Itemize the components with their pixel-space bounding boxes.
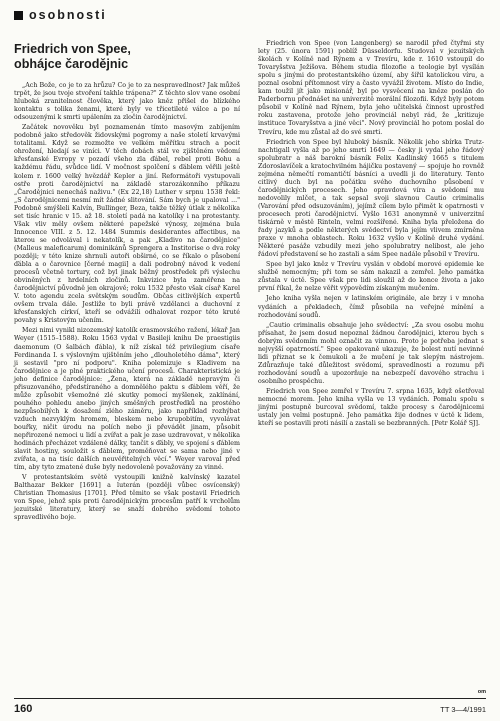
paragraph: „Ach Bože, co je to za hrůzu? Co je to za nespravedlnost? Jak můžeš trpět, že jsou tvoje stvoření takhle trápena?" Z těchto slov vane osobní hluboká zranitelnost člověka, který jako kněz přišel do blízkého kontaktu s tolika ženami, které byly ve třicetileté válce a po ní odsouzenými k smrti upálením za zločin čarodějnictví. bbox=[14, 82, 240, 122]
section-marker bbox=[14, 11, 23, 20]
paragraph: Spee byl jako kněz v Trevíru vyslán v období morové epidemie ke službě nemocným; při tom se sám nakazil a zemřel. Jeho památka zůstala v úctě. Spee však pro lidi sloužil až do konce života a jako první říkal, že nelze věřit výpovědím získaným mučením. bbox=[258, 261, 484, 293]
paragraph: V protestantském světě vystoupili knižně kalvínský kazatel Balthazar Bekker [1691] a luterán (později vůbec osvícenský) Christian Thomasius [1701]. Před těmito se však postavil Friedrich von Spee, jehož spis proti čarodějnickým procesům patří k vrcholům jezuitské literatury, který se snaží dobrého svědomí tohoto spravedlivého boje. bbox=[14, 474, 240, 522]
paragraph: Jeho kniha vyšla nejen v latinském originále, ale brzy i v mnoha vydáních a překladech, čímž působila na veřejné mínění a rozhodování soudů. bbox=[258, 295, 484, 319]
paragraph: Friedrich von Spee (von Langenberg) se narodil před čtyřmi sty lety (25. února 1591) poblíž Düsseldorfu. Studoval v jezuitských školách v Kolíně nad Rýnem a v Trevíru, kde r. 1610 vstoupil do Tovaryšstva Ježíšova. Během studia filozofie a teologie byl vysílán spolu s jinými do protestantského území, aby šířil katolickou víru, a poznal osobní přítomnost víry a často vyvážil životem. Místo do Indie, kam toužil jít jako misionář, byl po vysvěcení na kněze poslán do Paderbornu přednášet na univerzitě morální filozofii. Když byly potom působil v Kolíně nad Rýnem, byla jeho učitelská činnost uprostřed roku zastavena, protože jeho provinciál nebyl rád, že „kritizuje instituce Tovaryšstva a jiné věci". Nový provinciál ho potom poslal do Trevíru, kde mu zůstal až do své smrti. bbox=[258, 40, 484, 136]
paragraph: Začátek novověku byl poznamenán tímto masovým zabíjením podobně jako středověk židovskými pogromy a naše století krvavými totalitami. Když se rozmožte ve velkém měřítku strach a pocit ohrožení, hledají se viníci. V těch dobách stál ve zjištěném vědomí křesťanské Evropy v pozadí všeho zla ďábel, rebel proti Bohu a každému řádu, svůdce lidí. V močnost spolčení s ďáblem věřili ještě kolem r. 1600 velký hvězdář Kepler a jiní. Reformátoři vystupovali ostře proti čarodějnictví na základě starozákonního příkazu „Čarodějnici nenecháš naživu." (Ex 22,18) Luther v srpnu 1538 řekl: „S čarodějnicemi nesmí mít žádné slitování. Sám bych je upaloval ..." Podobně smýšleli Kalvín, Bullinger, Beza, takže těžký útlak z několika set tisíc hranic v 15. až 18. století padá na katolíky i na protestanty. Však vliv měly ovšem některé papežské výnosy, zejména bula Innocence VIII. z 5. 12. 1484 Summis desiderantes affectibus, na kterou se odvolával i nekatolík, a pak „Kladivo na čarodějnice" (Malleus maleficarum) dominikánů Sprengera a Institorise o dva roky později; v této knize shrnuli autoři obširné, co se říkalo o působení ďábla a o čarovnice [černé magii] a dali podrobný návod k vedení procesů včetně tortury, což byl jinak běžný prostředek při výslechu obviněných z hrdelních zločinů. Inkvizice byla zaměřena na čarodějnictví původně jen okrajově; roku 1532 přesto však císař Karel V. toto agendu zcela světským soudům. Občas citlivějších expertů ovšem trvala dále. Jestliže to byli právě vzdělanci a duchovní z křesťanských církví, kteří se odvážili odhalovat rozpor této kruté povahy s Kristovým učením. bbox=[14, 124, 240, 325]
image-credit: om bbox=[477, 689, 486, 695]
paragraph: „Cautio criminalis obsahuje jeho svědectví: „Za svou osobu mohu přísahat, že jsem dosud nepoznal žádnou čarodějnici, kterou bych s dobrým svědomím mohl označit za vinnou. Proto je potřeba jednat s nejvyšší opatrností." Spee opakovaně ukazuje, že bolest nutí nevinné lidi přiznat se k čemukoli a že mučení je tak slepým nástrojem. Zdůrazňuje také důležitost svědomí, spravedlnosti a rozumu při rozhodování soudů a upozorňuje na nebezpečí davového strachu i osobního prospěchu. bbox=[258, 321, 484, 385]
article-title bbox=[14, 42, 240, 72]
title-line-2: obhájce čarodějnic bbox=[14, 57, 129, 71]
paragraph: Mezi nimi vynikl nizozemský katolík erasmovského ražení, lékař Jan Weyer (1515–1588). Roku 1563 vydal v Basileji knihu De praestigiis daemonum (O šalbách ďábla), k níž získal též privilegium císaře Ferdinanda I. s výslovným ujištěním jeho „dlouholetého dáma", který ji sestavil "pro ní podporu". Kniha polemizuje s Kladivem na čarodějnice a je plné praktického učení procesů. Charakteristická je jeho definice čarodějnice: „Žena, která na základě nepravým či přisuzovaného, předstíraného a domnělého paktu s ďáblem věří, že může způsobit všemožné zlé skutky pomocí myšlenek, zaklínání, pouhého pohledu anebo jiných směšných prostředků na prostého nezpůsobilých k dosažení zlého záměru, jako například rozhýbat vzduch nezvyklým hromem, bleskem nebo krupobitím, vyvolávat bouřky, ničit úrodu na polích nebo ji převádět jinam, působit nepřirozené nemoci u lidí a zvířat a pak je zase uzdravovat, v několika hodinách přecházet vzdálené dálky, tančit s ďábly, ve spojení s ďáblem slavit hostiny, souložit s ďáblem, proměňovat se sama nebo jiné v zvířata, a na tisíc dalších neuvěřitelných věcí." Weyer varoval před tím, aby tyto zmatené duše byly nedovoleně považovány za vinné. bbox=[14, 327, 240, 472]
section-label: osobnosti bbox=[29, 8, 107, 22]
paragraph: Friedrich von Spee byl hluboký básník. Několik jeho sbírka Trutz-nachtigall vyšla až po jeho smrti 1649 — česky ji vydal jeho řádový spolubratr a náš barokní básník Felix Kadlinský 1665 s titulem Zdoroslavíček a kratochvilném hájičku postavený — spojuje ho rovněž zejména němečtí romantičtí básníci a uvedli ji do literatury. Tento citlivý duch byl na počátku svého duchovního působení v čarodějnických procesech. Jeho opravdová víra a svědomí mu nedovolily mlčet, a tak sepsal svoji slavnou Cautio criminalis (Varování před odsuzováním), jejímž cílem bylo přimět k opatrnosti v procesech proti čarodějnictví. Vyšlo 1631 anonymně v univerzitní tiskárně v městě Rinteln, velmi rozšířené. Kniha byla přeložena do řady jazyků a podle některých svědectví byla jejím vlivem zmírněna praxe v mnoha oblastech. Roku 1632 vyšlo v Kolíně druhé vydání. Některé pasáže vzbudily mezi jeho spolubratry nelibost, ale jeho řádoví představení se ho zastali a sám Spee nadále působil v Trevíru. bbox=[258, 138, 484, 259]
paragraph: Friedrich von Spee zemřel v Trevíru 7. srpna 1635, když ošetřoval nemocné morem. Jeho kniha vyšla ve 13 vydáních. Pomalu spolu s jinými postupně burcoval svědomí, takže procesy s čarodějnicemi ustaly jen velmi postupně. Jeho památka žije dodnes v úctě k lidem, kteří se postavili proti násilí a zastali se bezbranných. [Petr Kolář SJ]. bbox=[258, 387, 484, 428]
left-column bbox=[14, 40, 240, 525]
section-header bbox=[14, 8, 107, 22]
page-footer bbox=[14, 698, 486, 715]
page-number: 160 bbox=[14, 703, 33, 715]
title-line-1: Friedrich von Spee, bbox=[14, 42, 131, 56]
issue-label: TT 3—4/1991 bbox=[440, 705, 486, 714]
right-column bbox=[258, 40, 484, 430]
